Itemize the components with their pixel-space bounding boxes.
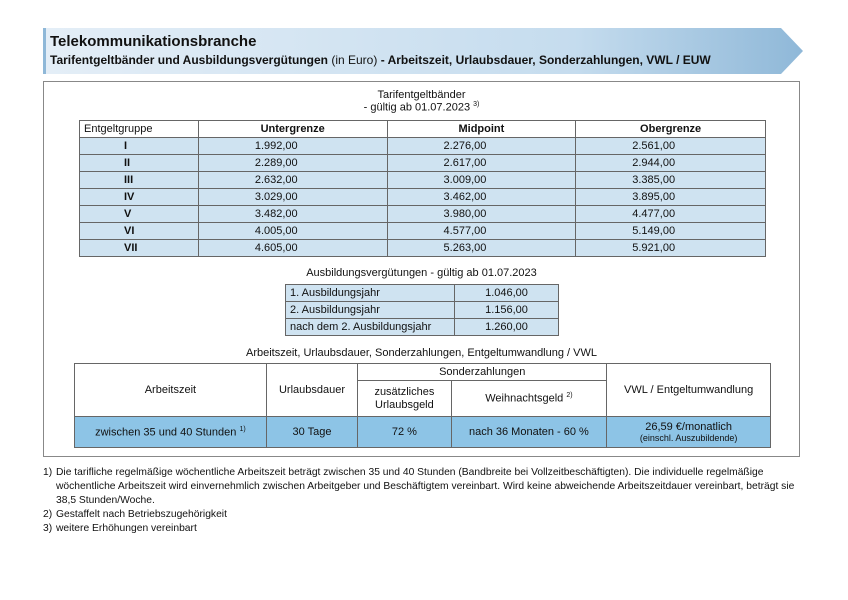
table-cell: 2.944,00 — [576, 155, 766, 172]
table-cell: 4.577,00 — [387, 223, 576, 240]
training-caption: Ausbildungsvergütungen - gültig ab 01.07.2023 — [306, 267, 537, 279]
table-cell: 3.462,00 — [387, 189, 576, 206]
column-header: Untergrenze — [198, 121, 387, 138]
table-row — [80, 172, 766, 189]
table-row — [286, 285, 559, 302]
page-subtitle: Tarifentgeltbänder und Ausbildungsvergütungen (in Euro) - Arbeitszeit, Urlaubsdauer, Sonderzahlungen, VWL / EUW — [50, 53, 711, 67]
training-amount-cell: 1.260,00 — [455, 319, 559, 336]
table-row — [75, 417, 771, 448]
training-year-cell: 2. Ausbildungsjahr — [286, 302, 455, 319]
table-cell: 5.149,00 — [576, 223, 766, 240]
footnote-number: 3) — [43, 523, 53, 534]
footnote-text: weitere Erhöhungen vereinbart — [56, 523, 197, 534]
value-weihnachtsgeld: nach 36 Monaten - 60 % — [451, 417, 607, 448]
training-year-cell: 1. Ausbildungsjahr — [286, 285, 455, 302]
entgeltgruppe-cell: V — [80, 206, 199, 223]
conditions-table — [74, 363, 771, 448]
table-row — [80, 240, 766, 257]
training-year-cell: nach dem 2. Ausbildungsjahr — [286, 319, 455, 336]
table-cell: 3.482,00 — [198, 206, 387, 223]
table-cell: 2.561,00 — [576, 138, 766, 155]
pay-bands-table — [79, 120, 766, 257]
footnotes — [43, 466, 803, 536]
conditions-caption: Arbeitszeit, Urlaubsdauer, Sonderzahlungen, Entgeltumwandlung / VWL — [246, 347, 597, 359]
table-row — [80, 206, 766, 223]
footnote-text: Die tarifliche regelmäßige wöchentliche Arbeitszeit beträgt zwischen 35 und 40 Stunden (Bandbreite bei Vollzeitbeschäftigten). Die individuelle regelmäßige wöchentliche Arbeitszeit wird einvernehmlich zwischen Arbeitgeber und Beschäftigtem vereinbart. Wird keine abweichende Arbeitszeitdauer vereinbart, beträgt sie 38,5 Stunden/Woche. — [56, 467, 795, 506]
training-amount-cell: 1.046,00 — [455, 285, 559, 302]
header-weihnachtsgeld: Weihnachtsgeld $^{2)}$ — [451, 381, 607, 417]
entgeltgruppe-cell: II — [80, 155, 199, 172]
header-vwl: VWL / Entgeltumwandlung — [607, 364, 771, 417]
header-arbeitszeit: Arbeitszeit — [75, 364, 267, 417]
pay-bands-caption: Tarifentgeltbänder - gültig ab 01.07.2023 $^{3)}$ — [363, 89, 480, 114]
table-row — [286, 319, 559, 336]
column-header: Obergrenze — [576, 121, 766, 138]
footnote-number: 2) — [43, 509, 53, 520]
header-zusatz-urlaubsgeld: zusätzliches Urlaubsgeld — [358, 381, 451, 417]
table-cell: 5.263,00 — [387, 240, 576, 257]
table-cell: 4.005,00 — [198, 223, 387, 240]
footnote — [43, 522, 803, 536]
table-cell: 4.477,00 — [576, 206, 766, 223]
header-urlaubsdauer: Urlaubsdauer — [266, 364, 357, 417]
table-cell: 4.605,00 — [198, 240, 387, 257]
entgeltgruppe-cell: I — [80, 138, 199, 155]
table-cell: 2.289,00 — [198, 155, 387, 172]
table-cell: 3.029,00 — [198, 189, 387, 206]
table-cell: 3.385,00 — [576, 172, 766, 189]
table-cell: 3.895,00 — [576, 189, 766, 206]
footnote — [43, 466, 803, 508]
column-header: Midpoint — [387, 121, 576, 138]
header-banner — [43, 28, 803, 74]
training-amount-cell: 1.156,00 — [455, 302, 559, 319]
value-zusatz-urlaubsgeld: 72 % — [358, 417, 451, 448]
table-row — [80, 189, 766, 206]
table-cell: 5.921,00 — [576, 240, 766, 257]
table-cell: 2.276,00 — [387, 138, 576, 155]
header-sonderzahlungen: Sonderzahlungen — [358, 364, 607, 381]
footnote — [43, 508, 803, 522]
table-cell: 2.617,00 — [387, 155, 576, 172]
value-arbeitszeit: zwischen 35 und 40 Stunden $^{1)}$ — [75, 417, 267, 448]
table-cell: 3.980,00 — [387, 206, 576, 223]
page-title: Telekommunikationsbranche — [50, 33, 257, 50]
training-table — [285, 284, 559, 336]
table-cell: 2.632,00 — [198, 172, 387, 189]
table-row — [80, 138, 766, 155]
entgeltgruppe-cell: III — [80, 172, 199, 189]
entgeltgruppe-cell: VII — [80, 240, 199, 257]
table-row — [286, 302, 559, 319]
table-cell: 3.009,00 — [387, 172, 576, 189]
table-row — [80, 155, 766, 172]
column-header: Entgeltgruppe — [80, 121, 199, 138]
content-box — [43, 81, 800, 457]
entgeltgruppe-cell: VI — [80, 223, 199, 240]
footnote-text: Gestaffelt nach Betriebszugehörigkeit — [56, 509, 227, 520]
footnote-number: 1) — [43, 467, 53, 478]
table-row — [80, 223, 766, 240]
table-cell: 1.992,00 — [198, 138, 387, 155]
value-vwl: 26,59 €/monatlich (einschl. Auszubildende) — [607, 417, 771, 448]
entgeltgruppe-cell: IV — [80, 189, 199, 206]
value-urlaubsdauer: 30 Tage — [266, 417, 357, 448]
